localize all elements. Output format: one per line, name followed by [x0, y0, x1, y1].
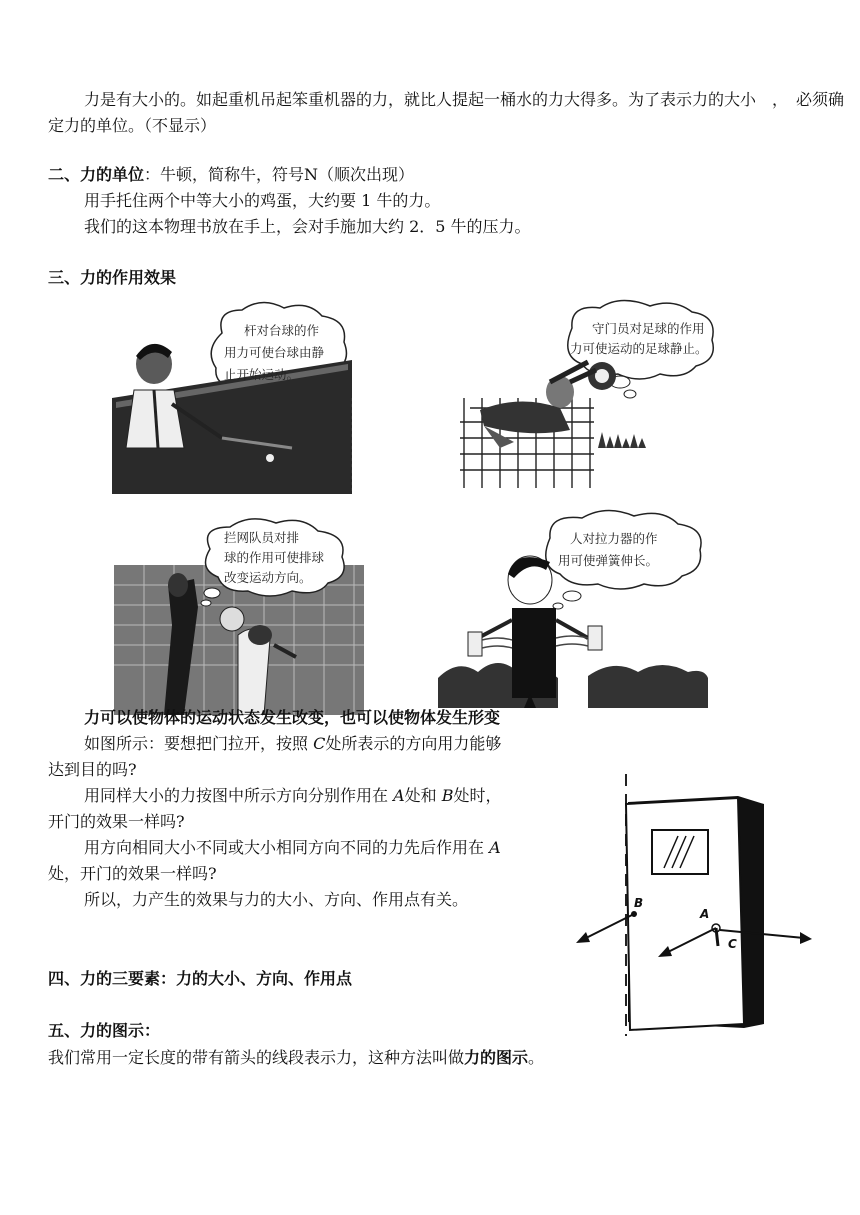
billiard-bubble-line-2: 用力可使台球由静 — [224, 345, 325, 360]
door-label-c: C — [728, 937, 737, 951]
billiard-bubble-line-3: 止开始运动。 — [224, 367, 300, 382]
section2-paragraph-1: 用手托住两个中等大小的鸡蛋，大约要 1 牛的力。 — [84, 191, 441, 210]
section5-text-a: 我们常用一定长度的带有箭头的线段表示力，这种方法叫做 — [48, 1048, 465, 1067]
section5-text — [48, 1047, 544, 1069]
volleyball-bubble-line-1: 拦网队员对排 — [224, 530, 300, 545]
door-label-b: B — [634, 896, 644, 910]
door-diagram — [568, 774, 818, 1036]
volleyball-bubble-line-3: 改变运动方向。 — [224, 570, 312, 585]
question-2-line-1 — [84, 785, 502, 807]
force-effect-summary: 力可以使物体的运动状态发生改变，也可以使物体发生形变 — [84, 708, 501, 727]
question-3-letter: A — [489, 838, 501, 857]
goalkeeper-bubble-line-1: 守门员对足球的作用 — [592, 321, 705, 336]
question-1-letter: C — [313, 734, 326, 753]
volleyball-illustration — [114, 515, 364, 715]
question-2-letter-b: B — [441, 786, 454, 805]
goalkeeper-illustration — [460, 298, 720, 490]
question-3-text-a: 用方向相同大小不同或大小相同方向不同的力先后作用在 — [84, 838, 485, 857]
question-1-text-b: 处所表示的方向用力能够 — [325, 734, 502, 753]
question-1-line-2: 达到目的吗? — [48, 760, 137, 779]
section4-heading: 四、力的三要素：力的大小、方向、作用点 — [48, 969, 353, 988]
goalkeeper-bubble-line-2: 力可使运动的足球静止。 — [570, 341, 708, 356]
spring-bubble-line-2: 用可使弹簧伸长。 — [558, 553, 659, 568]
question-3-line-1 — [84, 837, 501, 859]
billiard-illustration — [112, 298, 352, 494]
section5-bold-term: 力的图示 — [464, 1048, 529, 1067]
question-2-text-b: 处和 — [404, 786, 437, 805]
question-2-text-c: 处时， — [453, 786, 502, 805]
billiard-bubble-line-1: 杆对台球的作 — [244, 323, 320, 338]
conclusion-text: 所以，力产生的效果与力的大小、方向、作用点有关。 — [84, 890, 469, 909]
section2-heading-label: 二、力的单位 — [48, 165, 145, 184]
question-2-text-a: 用同样大小的力按图中所示方向分别作用在 — [84, 786, 389, 805]
question-1-line-1 — [84, 733, 501, 755]
volleyball-bubble-line-2: 球的作用可使排球 — [224, 550, 325, 565]
question-1-text-a: 如图所示：要想把门拉开，按照 — [84, 734, 309, 753]
intro-line-1: 力是有大小的。如起重机吊起笨重机器的力，就比人提起一桶水的力大得多。为了表示力的大小 ， 必须确 — [84, 90, 845, 109]
section2-heading — [48, 164, 414, 186]
section2-paragraph-2: 我们的这本物理书放在手上，会对手施加大约 2．5 牛的压力。 — [84, 217, 531, 236]
spring-bubble-line-1: 人对拉力器的作 — [570, 531, 658, 546]
question-3-line-2: 处，开门的效果一样吗? — [48, 864, 217, 883]
section2-heading-rest: ：牛顿，简称牛，符号N（顺次出现） — [144, 165, 415, 184]
question-2-letter-a: A — [393, 786, 405, 805]
section5-text-b: 。 — [528, 1048, 545, 1067]
door-label-a: A — [700, 907, 710, 921]
intro-line-2: 定力的单位。（不显示） — [48, 116, 217, 135]
question-2-line-2: 开门的效果一样吗? — [48, 812, 185, 831]
section3-heading: 三、力的作用效果 — [48, 268, 177, 287]
spring-illustration — [438, 508, 708, 708]
section5-heading: 五、力的图示： — [48, 1021, 161, 1040]
